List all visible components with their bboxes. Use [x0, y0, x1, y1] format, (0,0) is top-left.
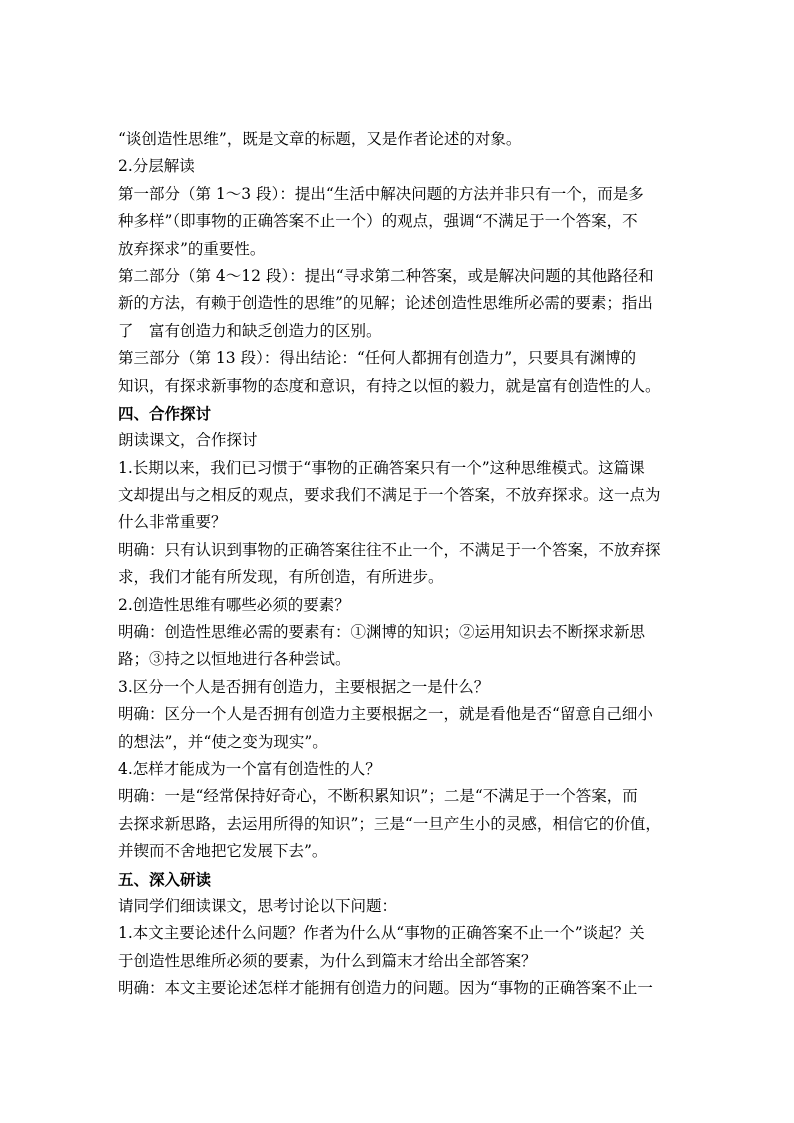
text-line: 明确：创造性思维必需的要素有：①渊博的知识；②运用知识去不断探求新思	[118, 623, 646, 642]
text-line: 2.创造性思维有哪些必须的要素？	[118, 595, 350, 614]
text-line: 明确：本文主要论述怎样才能拥有创造力的问题。因为“事物的正确答案不止一	[118, 979, 653, 998]
text-line: 什么非常重要？	[118, 513, 227, 532]
text-line: 2.分层解读	[118, 157, 195, 176]
text-line: 第三部分（第 13 段）：得出结论：“任何人都拥有创造力”，只要具有渊博的	[118, 349, 637, 368]
text-line: 求，我们才能有所发现，有所创造，有所进步。	[118, 568, 444, 587]
section-heading: 四、合作探讨	[118, 403, 212, 423]
text-line: 明确：一是“经常保持好奇心，不断积累知识”；二是“不满足于一个答案，而	[118, 787, 638, 806]
text-line: 文却提出与之相反的观点，要求我们不满足于一个答案，不放弃探求。这一点为	[118, 486, 661, 505]
text-line: 朗读课文，合作探讨	[118, 431, 258, 450]
text-line: 第二部分（第 4～12 段）：提出“寻求第二种答案，或是解决问题的其他路径和	[118, 266, 654, 285]
text-line: 放弃探求”的重要性。	[118, 239, 266, 258]
text-line: 了 富有创造力和缺乏创造力的区别。	[118, 321, 382, 340]
section-heading: 五、深入研读	[118, 869, 212, 889]
text-line: “谈创造性思维”，既是文章的标题，又是作者论述的对象。	[118, 130, 522, 148]
text-line: 的想法”，并“使之变为现实”。	[118, 732, 328, 751]
text-line: 新的方法，有赖于创造性的思维”的见解；论述创造性思维所必需的要素；指出	[118, 294, 653, 313]
document-page	[118, 126, 684, 1003]
text-line: 1.本文主要论述什么问题？作者为什么从“事物的正确答案不止一个”谈起？关	[118, 924, 645, 943]
text-line: 3.区分一个人是否拥有创造力，主要根据之一是什么？	[118, 677, 490, 696]
text-line: 知识，有探求新事物的态度和意识，有持之以恒的毅力，就是富有创造性的人。	[118, 376, 661, 395]
text-line: 并锲而不舍地把它发展下去”。	[118, 842, 328, 861]
text-line: 去探求新思路，去运用所得的知识”；三是“一旦产生小的灵感，相信它的价值，	[118, 814, 661, 833]
text-line: 请同学们细读课文，思考讨论以下问题：	[118, 896, 398, 915]
text-line: 1.长期以来，我们已习惯于“事物的正确答案只有一个”这种思维模式。这篇课	[118, 458, 645, 477]
text-line: 路；③持之以恒地进行各种尝试。	[118, 650, 351, 669]
text-line: 种多样”（即事物的正确答案不止一个）的观点，强调“不满足于一个答案，不	[118, 212, 638, 231]
text-line: 明确：只有认识到事物的正确答案往往不止一个，不满足于一个答案，不放弃探	[118, 540, 661, 559]
text-line: 明确：区分一个人是否拥有创造力主要根据之一，就是看他是否“留意自己细小	[118, 705, 653, 724]
text-line: 4.怎样才能成为一个富有创造性的人？	[118, 759, 381, 778]
text-line: 于创造性思维所必须的要素，为什么到篇末才给出全部答案？	[118, 951, 537, 970]
text-line: 第一部分（第 1～3 段）：提出“生活中解决问题的方法并非只有一个，而是多	[118, 184, 644, 203]
